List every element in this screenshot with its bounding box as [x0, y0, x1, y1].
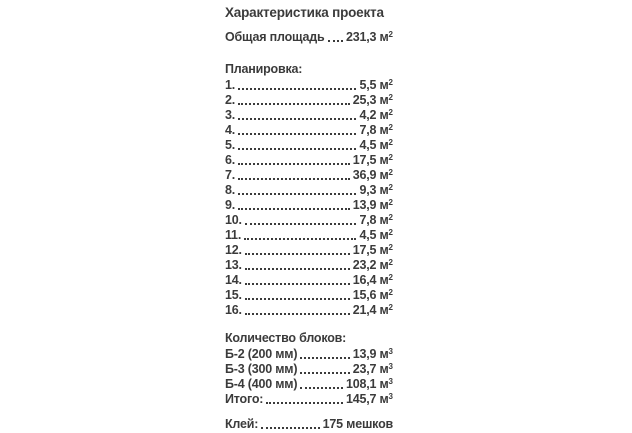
planning-row-value: 16,4 $м^2$ [352, 273, 393, 287]
total-area-value [346, 30, 393, 45]
unit-cubic-meters: $м^3$ [379, 347, 393, 361]
dot-leader [300, 372, 349, 374]
unit-square-meters: $м^2$ [379, 168, 393, 182]
blocks-row-value: 13,9 $м^3$ [352, 347, 393, 361]
dot-leader [328, 40, 343, 42]
planning-row-value: 25,3 $м^2$ [352, 93, 393, 107]
dot-leader [245, 283, 350, 285]
unit-square-meters: $м^2$ [379, 78, 393, 92]
dot-leader [238, 118, 356, 120]
unit-square-meters: $м^2$ [379, 138, 393, 152]
blocks-row [225, 347, 393, 362]
planning-row [225, 78, 393, 93]
unit-square-meters: $м^2$ [379, 213, 393, 227]
blocks-row-value: 108,1 $м^3$ [345, 377, 393, 391]
planning-row [225, 108, 393, 123]
planning-row-number: 9. [225, 198, 236, 212]
glue-label: Клей: [225, 417, 259, 431]
unit-square-meters: $м^2$ [379, 183, 393, 197]
dot-leader [238, 193, 356, 195]
planning-heading: Планировка: [225, 62, 303, 76]
glue-row [225, 417, 393, 432]
dot-leader [245, 253, 350, 255]
planning-row-number: 5. [225, 138, 236, 152]
blocks-row-value: 23,7 $м^3$ [352, 362, 393, 376]
planning-row [225, 243, 393, 258]
unit-square-meters: $м^2$ [379, 123, 393, 137]
unit-cubic-meters: $м^3$ [379, 377, 393, 391]
planning-row-value: 4,5 $м^2$ [359, 138, 393, 152]
unit-square-meters: $м^2$ [379, 198, 393, 212]
dot-leader [261, 427, 319, 429]
blocks-heading: Количество блоков: [225, 331, 347, 345]
dot-leader [245, 298, 350, 300]
blocks-row-label: Б-3 (300 мм) [225, 362, 298, 376]
planning-row [225, 303, 393, 318]
blocks-row-value: 145,7 $м^3$ [345, 392, 393, 406]
project-characteristics-sheet [225, 5, 393, 432]
planning-row-value: 36,9 $м^2$ [352, 168, 393, 182]
planning-row-value: 7,8 $м^2$ [359, 123, 393, 137]
blocks-row [225, 377, 393, 392]
dot-leader [300, 387, 343, 389]
dot-leader [266, 402, 343, 404]
planning-row-value: 9,3 $м^2$ [359, 183, 393, 197]
blocks-row [225, 392, 393, 407]
dot-leader [238, 163, 350, 165]
dot-leader [238, 88, 356, 90]
planning-row-value: 13,9 $м^2$ [352, 198, 393, 212]
planning-row-number: 3. [225, 108, 236, 122]
planning-row-number: 4. [225, 123, 236, 137]
unit-square-meters: $м^2$ [379, 30, 393, 44]
planning-row-number: 7. [225, 168, 236, 182]
planning-row-number: 11. [225, 228, 242, 242]
planning-row [225, 138, 393, 153]
dot-leader [238, 208, 350, 210]
dot-leader [245, 268, 350, 270]
dot-leader [245, 313, 350, 315]
unit-cubic-meters: $м^3$ [379, 392, 393, 406]
unit-square-meters: $м^2$ [379, 258, 393, 272]
planning-row-number: 1. [225, 78, 236, 92]
unit-cubic-meters: $м^3$ [379, 362, 393, 376]
planning-row [225, 288, 393, 303]
planning-row [225, 123, 393, 138]
blocks-list [225, 347, 393, 407]
dot-leader [300, 357, 349, 359]
unit-square-meters: $м^2$ [379, 228, 393, 242]
dot-leader [238, 148, 356, 150]
unit-square-meters: $м^2$ [379, 93, 393, 107]
planning-row-number: 13. [225, 258, 242, 272]
total-area-row [225, 30, 393, 45]
unit-square-meters: $м^2$ [379, 288, 393, 302]
unit-square-meters: $м^2$ [379, 108, 393, 122]
glue-value: 175 мешков [322, 417, 393, 431]
unit-square-meters: $м^2$ [379, 303, 393, 317]
planning-row-number: 12. [225, 243, 242, 257]
planning-row-number: 2. [225, 93, 236, 107]
planning-row-value: 21,4 $м^2$ [352, 303, 393, 317]
planning-row [225, 93, 393, 108]
planning-row-value: 17,5 $м^2$ [352, 153, 393, 167]
blocks-row-label: Б-4 (400 мм) [225, 377, 298, 391]
planning-row-value: 7,8 $м^2$ [359, 213, 393, 227]
planning-row-value: 23,2 $м^2$ [352, 258, 393, 272]
dot-leader [238, 133, 356, 135]
planning-row [225, 258, 393, 273]
planning-row [225, 213, 393, 228]
planning-row [225, 228, 393, 243]
planning-row [225, 153, 393, 168]
planning-row-number: 6. [225, 153, 236, 167]
page-title: Характеристика проекта [225, 5, 384, 20]
planning-row [225, 168, 393, 183]
total-area-label: Общая площадь [225, 30, 325, 44]
planning-row-value: 4,2 $м^2$ [359, 108, 393, 122]
blocks-row-label: Итого: [225, 392, 264, 406]
planning-row [225, 273, 393, 288]
planning-row-value: 5,5 $м^2$ [359, 78, 393, 92]
planning-row-value: 4,5 $м^2$ [359, 228, 393, 242]
planning-row [225, 183, 393, 198]
planning-row-value: 15,6 $м^2$ [352, 288, 393, 302]
unit-square-meters: $м^2$ [379, 273, 393, 287]
planning-list [225, 78, 393, 318]
unit-square-meters: $м^2$ [379, 153, 393, 167]
planning-row-number: 8. [225, 183, 236, 197]
planning-row-number: 14. [225, 273, 242, 287]
dot-leader [244, 238, 356, 240]
dot-leader [238, 103, 350, 105]
planning-row [225, 198, 393, 213]
planning-row-number: 16. [225, 303, 242, 317]
dot-leader [238, 178, 350, 180]
unit-square-meters: $м^2$ [379, 243, 393, 257]
planning-row-value: 17,5 $м^2$ [352, 243, 393, 257]
total-area-number: 231,3 [345, 30, 377, 44]
blocks-row-label: Б-2 (200 мм) [225, 347, 298, 361]
planning-row-number: 10. [225, 213, 242, 227]
planning-row-number: 15. [225, 288, 242, 302]
dot-leader [245, 223, 357, 225]
blocks-row [225, 362, 393, 377]
